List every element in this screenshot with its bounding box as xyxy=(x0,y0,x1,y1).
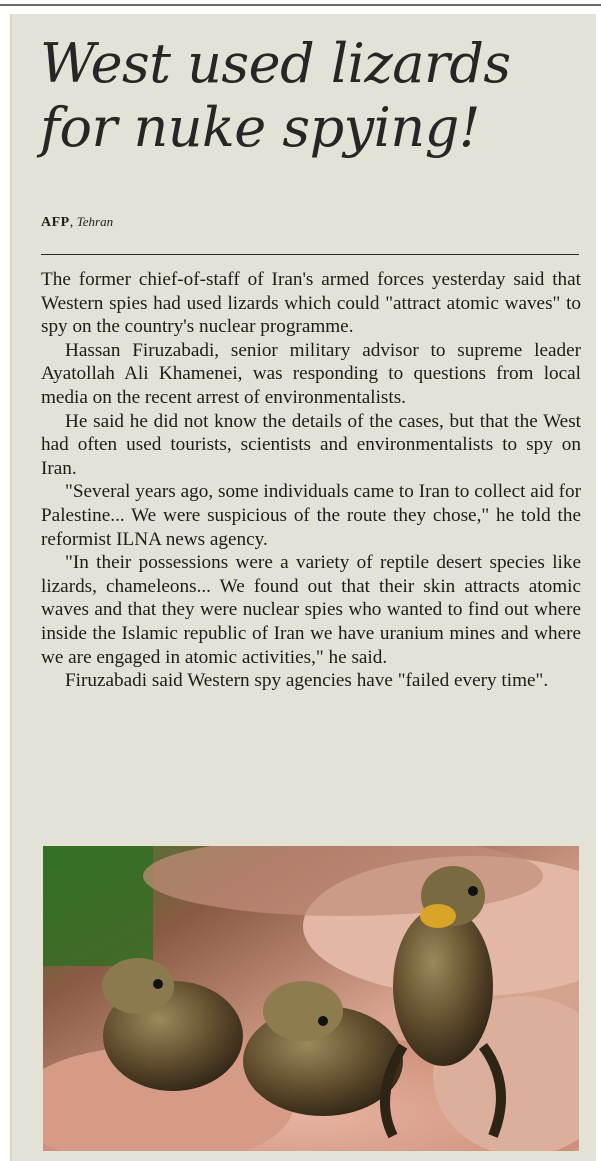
byline-agency: AFP xyxy=(41,215,70,230)
lizards-photo xyxy=(43,846,579,1151)
paragraph-5: "In their possessions were a variety of reptile desert species like lizards, chameleons... We found out that their skin attracts atomic waves and that they were nuclear spies who wanted to find out where inside the Islamic republic of Iran we have uranium mines and where we are engaged in atomic activities," he said. xyxy=(41,552,581,668)
headline-line-1: West used lizards xyxy=(40,32,511,95)
byline-separator: , xyxy=(69,215,74,230)
headline xyxy=(40,32,590,160)
article-body xyxy=(41,268,581,693)
paragraph-4: "Several years ago, some individuals came to Iran to collect aid for Palestine... We were suspicious of the route they chose," he told the reformist ILNA news agency. xyxy=(41,481,581,550)
byline-divider xyxy=(41,254,579,255)
byline xyxy=(41,214,113,231)
newspaper-clipping xyxy=(10,14,596,1161)
headline-line-2: for nuke spying! xyxy=(40,96,480,159)
byline-city: Tehran xyxy=(76,214,114,229)
paragraph-3: He said he did not know the details of the cases, but that the West had often used tourists, scientists and environmentalists to spy on Iran. xyxy=(41,410,581,479)
paragraph-2: Hassan Firuzabadi, senior military advisor to supreme leader Ayatollah Ali Khamenei, was responding to questions from local media on the recent arrest of environmentalists. xyxy=(41,339,581,408)
paragraph-1: The former chief-of-staff of Iran's armed forces yesterday said that Western spies had used lizards which could "attract atomic waves" to spy on the country's nuclear programme. xyxy=(41,269,581,338)
paragraph-6: Firuzabadi said Western spy agencies have "failed every time". xyxy=(65,670,549,692)
top-border-rule xyxy=(0,4,601,6)
